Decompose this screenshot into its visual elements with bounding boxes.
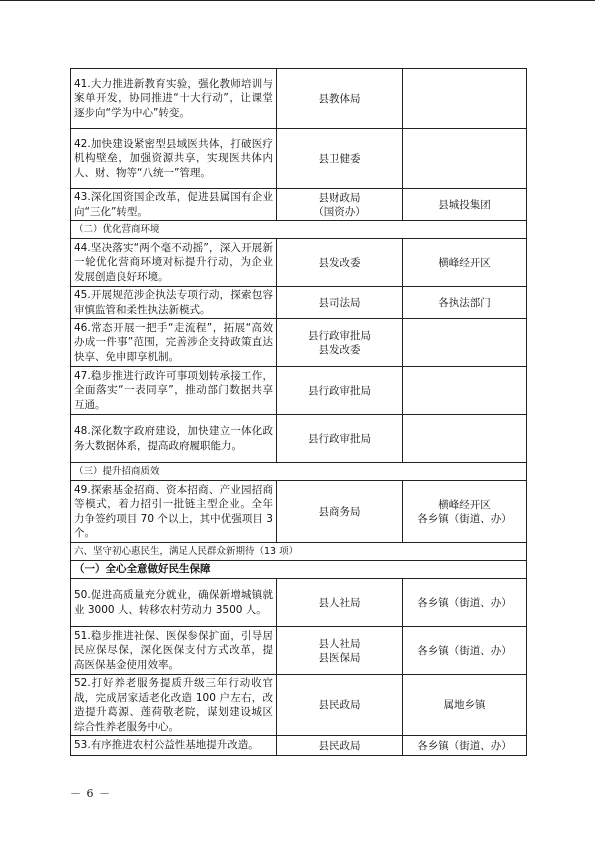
lead-dept-cell: 县行政审批局: [277, 367, 403, 415]
coop-dept-cell: [403, 69, 527, 129]
coop-dept-cell: 各乡镇（街道、办）: [403, 736, 527, 756]
table-row: [71, 69, 527, 129]
table-row: [71, 675, 527, 736]
lead-dept-cell: 县商务局: [277, 481, 403, 543]
coop-dept-cell: [403, 415, 527, 463]
task-cell: 49.探索基金招商、资本招商、产业园招商等模式，着力招引一批链主型企业。全年力争签约项目 70 个以上，其中优强项目 3 个。: [71, 481, 277, 543]
lead-dept-cell: 县民政局: [277, 736, 403, 756]
lead-dept-cell: 县教体局: [277, 69, 403, 129]
task-cell: 44.坚决落实“两个毫不动摇”，深入开展新一轮优化营商环境对标提升行动，为企业发展创造良好环境。: [71, 239, 277, 287]
table-row: [71, 239, 527, 287]
table-row: [71, 415, 527, 463]
section-title: （三）提升招商质效: [71, 463, 527, 481]
table-row: [71, 319, 527, 367]
task-cell: 53.有序推进农村公益性基地提升改造。: [71, 736, 277, 756]
task-cell: 43.深化国资国企改革，促进县属国有企业向“三化”转型。: [71, 189, 277, 221]
task-cell: 42.加快建设紧密型县域医共体，打破医疗机构壁垒，加强资源共享，实现医共体内人、财、物等“八统一”管理。: [71, 129, 277, 189]
table-row: [71, 367, 527, 415]
table-row: [71, 189, 527, 221]
lead-dept-cell: 县发改委: [277, 239, 403, 287]
table-row: [71, 481, 527, 543]
task-cell: 51.稳步推进社保、医保参保扩面，引导居民应保尽保，深化医保支付方式改革，提高医保基金使用效率。: [71, 627, 277, 675]
coop-dept-cell: 属地乡镇: [403, 675, 527, 736]
lead-dept-cell: 县民政局: [277, 675, 403, 736]
table-row: [71, 287, 527, 319]
lead-dept-cell: 县人社局: [277, 579, 403, 627]
coop-dept-cell: 各乡镇（街道、办）: [403, 579, 527, 627]
section-title: 六、坚守初心惠民生，满足人民群众新期待（13 项）: [71, 543, 527, 561]
table-row: [71, 579, 527, 627]
coop-dept-cell: 县城投集团: [403, 189, 527, 221]
section-row: [71, 561, 527, 579]
task-cell: 52.打好养老服务提质升级三年行动收官战，完成居家适老化改造 100 户左右，改造提升葛源、莲荷敬老院，谋划建设城区综合性养老服务中心。: [71, 675, 277, 736]
task-cell: 45.开展规范涉企执法专项行动，探索包容审慎监管和柔性执法新模式。: [71, 287, 277, 319]
lead-dept-cell: 县人社局 县医保局: [277, 627, 403, 675]
coop-dept-cell: 横峰经开区: [403, 239, 527, 287]
lead-dept-cell: 县卫健委: [277, 129, 403, 189]
lead-dept-cell: 县司法局: [277, 287, 403, 319]
task-cell: 47.稳步推进行政许可事项划转承接工作，全面落实“一表同享”，推动部门数据共享互通。: [71, 367, 277, 415]
lead-dept-cell: 县行政审批局: [277, 415, 403, 463]
lead-dept-cell: 县行政审批局 县发改委: [277, 319, 403, 367]
section-row: [71, 463, 527, 481]
coop-dept-cell: 各乡镇（街道、办）: [403, 627, 527, 675]
coop-dept-cell: [403, 367, 527, 415]
top-rule: [0, 0, 595, 1]
section-row: [71, 543, 527, 561]
task-cell: 41.大力推进新教育实验，强化教师培训与案单开发，协同推进“十大行动”，让课堂逐步向“学为中心”转变。: [71, 69, 277, 129]
lead-dept-cell: 县财政局 （国资办）: [277, 189, 403, 221]
section-title: （一）全心全意做好民生保障: [71, 561, 527, 579]
task-cell: 50.促进高质量充分就业，确保新增城镇就业 3000 人、转移农村劳动力 3500 人。: [71, 579, 277, 627]
task-cell: 46.常态开展一把手“走流程”，拓展“高效办成一件事”范围，完善涉企支持政策直达快享、免申即享机制。: [71, 319, 277, 367]
section-title: （二）优化营商环境: [71, 221, 527, 239]
coop-dept-cell: 横峰经开区 各乡镇（街道、办）: [403, 481, 527, 543]
coop-dept-cell: 各执法部门: [403, 287, 527, 319]
section-row: [71, 221, 527, 239]
table-row: [71, 736, 527, 756]
coop-dept-cell: [403, 129, 527, 189]
page-number: － 6 －: [70, 787, 111, 800]
table-row: [71, 129, 527, 189]
task-cell: 48.深化数字政府建设，加快建立一体化政务大数据体系，提高政府履职能力。: [71, 415, 277, 463]
coop-dept-cell: [403, 319, 527, 367]
task-table: [70, 68, 527, 756]
table-row: [71, 627, 527, 675]
